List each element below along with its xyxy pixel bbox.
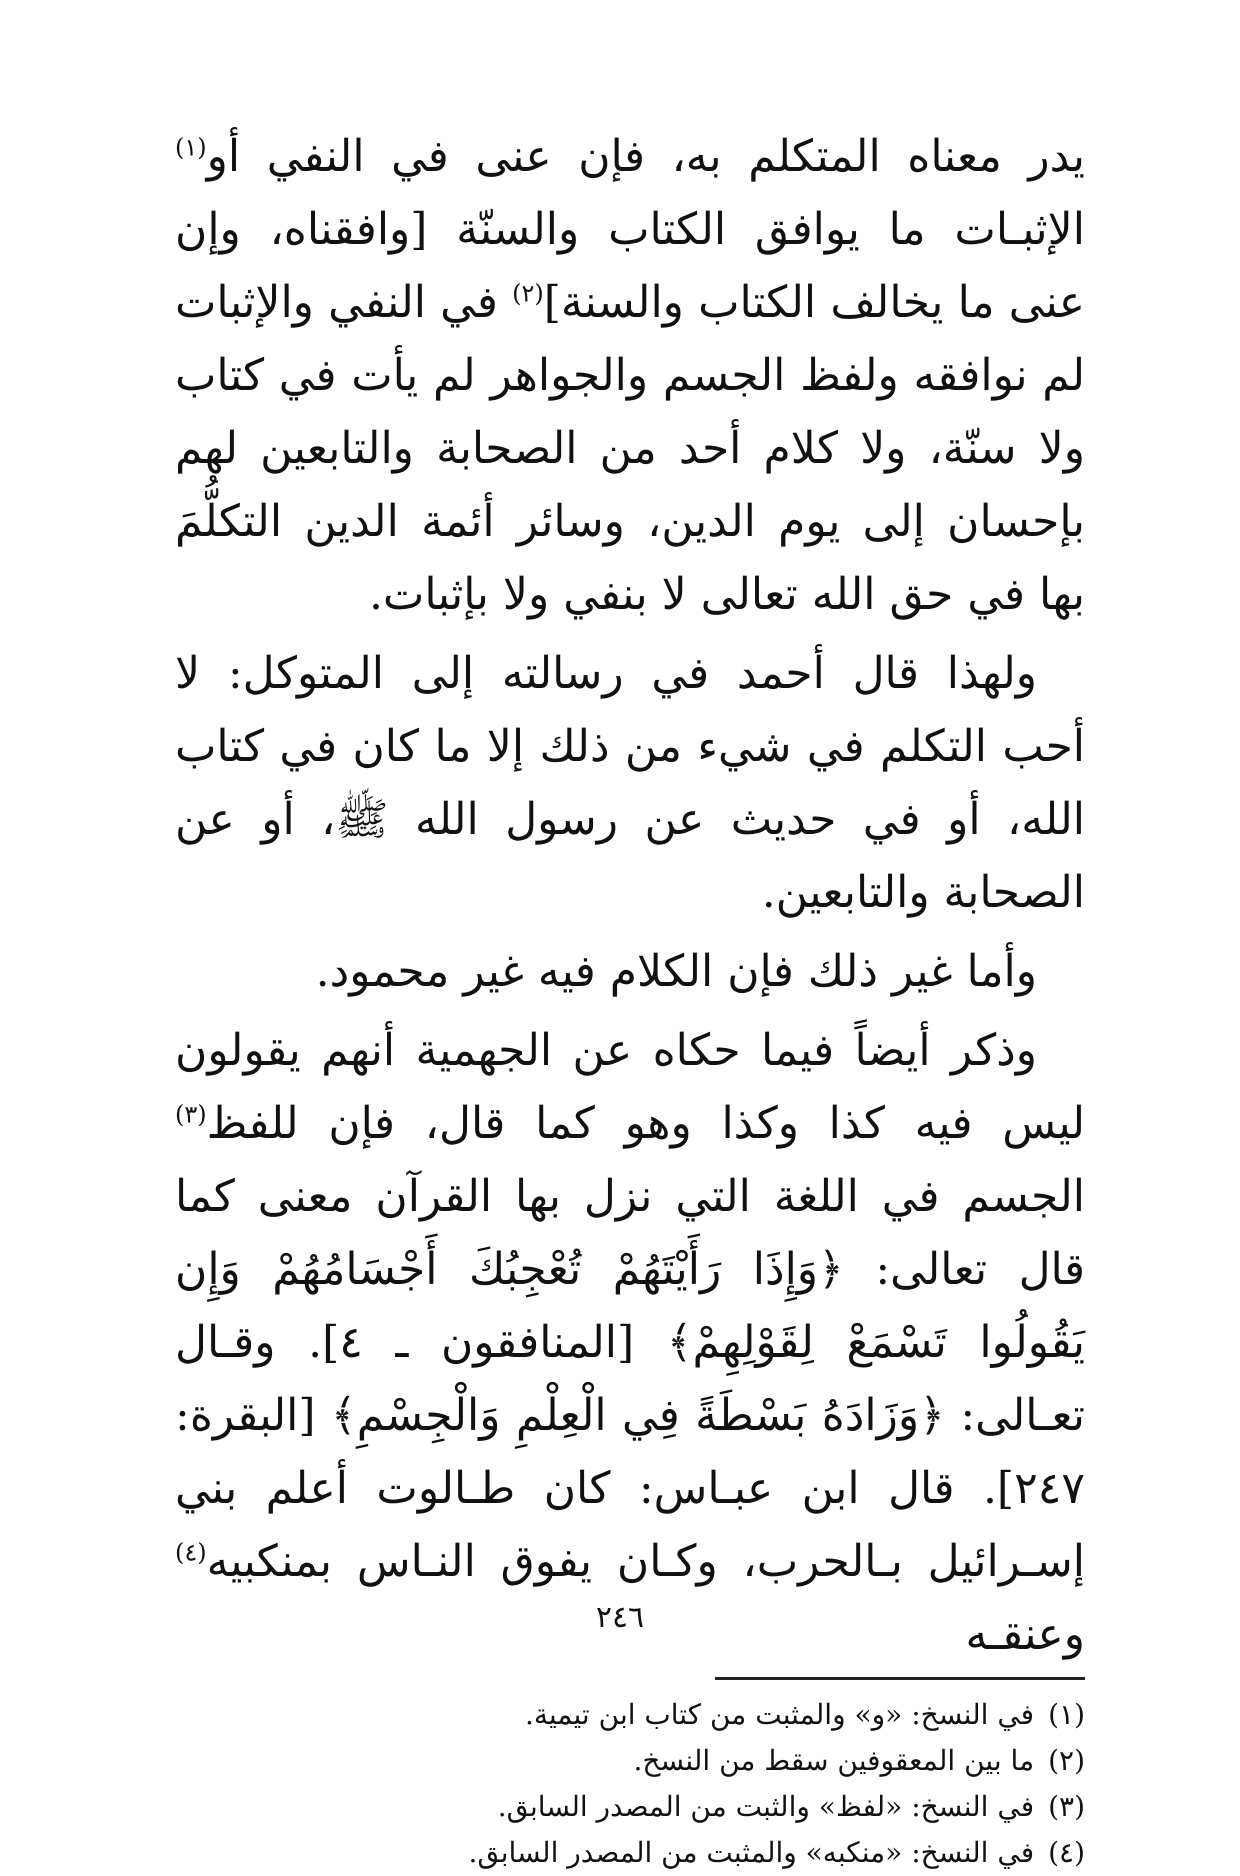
text-run: الإثبـات ما يوافق الكتاب والسنّة [وافقناه، وإن عنى ما يخالف الكتاب والسنة]	[175, 204, 1085, 328]
footnote-separator	[715, 1677, 1085, 1680]
quran-verse: ﴿وَزَادَهُ بَسْطَةً فِي الْعِلْمِ وَالْجِسْمِ﴾	[330, 1390, 945, 1441]
text-run: وذكر أيضاً فيما حكاه عن الجهمية أنهم يقولون ليس فيه كذا وكذا وهو كما قال، فإن للفظ	[175, 1025, 1085, 1149]
text-run: ولهذا قال أحمد في رسالته إلى المتوكل: لا أحب التكلم في شيء من ذلك إلا ما كان في كتاب الله، أو في حديث عن رسول الله ﷺ، أو عن الصحابة والتابعين.	[175, 648, 1085, 918]
footnote-number: (٢)	[1048, 1744, 1085, 1777]
text-run: يدر معناه المتكلم به، فإن عنى في النفي أو	[206, 131, 1085, 182]
footnote-text: في النسخ: «لفظ» والثبت من المصدر السابق.	[497, 1790, 1035, 1823]
footnote-number: (٤)	[1048, 1836, 1085, 1869]
footnote	[175, 1784, 1085, 1830]
quran-verse: ﴿وَإِذَا رَأَيْتَهُمْ تُعْجِبُكَ أَجْسَامُهُمْ وَإِن يَقُولُوا تَسْمَعْ لِقَوْلِهِمْ﴾	[175, 1244, 1085, 1368]
footnote-marker: (٣)	[175, 1100, 207, 1129]
footnotes	[175, 1692, 1085, 1876]
text-run: الجسم في اللغة التي نزل بها القرآن معنى كما قال تعالى:	[175, 1171, 1085, 1295]
footnote-number: (١)	[1048, 1698, 1085, 1731]
footnote-number: (٣)	[1048, 1790, 1085, 1823]
text-run: [المنافقون ـ ٤]. وقـال تعـالى:	[175, 1317, 1085, 1441]
text-run: وعنقـه	[965, 1609, 1085, 1660]
paragraph	[175, 120, 1085, 631]
footnote	[175, 1830, 1085, 1876]
footnote-text: في النسخ: «و» والمثبت من كتاب ابن تيمية.	[524, 1698, 1035, 1731]
footnote-marker: (١)	[175, 133, 207, 162]
paragraph	[175, 935, 1085, 1008]
footnote	[175, 1738, 1085, 1784]
footnote-marker: (٤)	[175, 1538, 207, 1567]
text-run: [البقرة: ٢٤٧]. قال ابن عبـاس: كان طـالوت أعلم بني إسـرائيل بـالحرب، وكـان يفوق النـاس بمنكبيه	[175, 1390, 1085, 1587]
page-number: ٢٤٦	[595, 1600, 645, 1635]
body-text	[175, 120, 1085, 1671]
footnote-marker: (٢)	[512, 279, 544, 308]
footnote-text: ما بين المعقوفين سقط من النسخ.	[633, 1744, 1035, 1777]
text-run: وأما غير ذلك فإن الكلام فيه غير محمود.	[315, 946, 1037, 997]
footnote	[175, 1692, 1085, 1738]
footnote-text: في النسخ: «منكبه» والمثبت من المصدر السابق.	[468, 1836, 1035, 1869]
text-run: في النفي والإثبات لم نوافقه ولفظ الجسم والجواهر لم يأت في كتاب ولا سنّة، ولا كلام أحد من الصحابة والتابعين لهم بإحسان إلى يوم الدين، وسائر أئمة الدين التكلُّمَ بها في حق الله تعالى لا بنفي ولا بإثبات.	[175, 277, 1086, 620]
paragraph	[175, 1014, 1085, 1671]
paragraph	[175, 637, 1085, 929]
